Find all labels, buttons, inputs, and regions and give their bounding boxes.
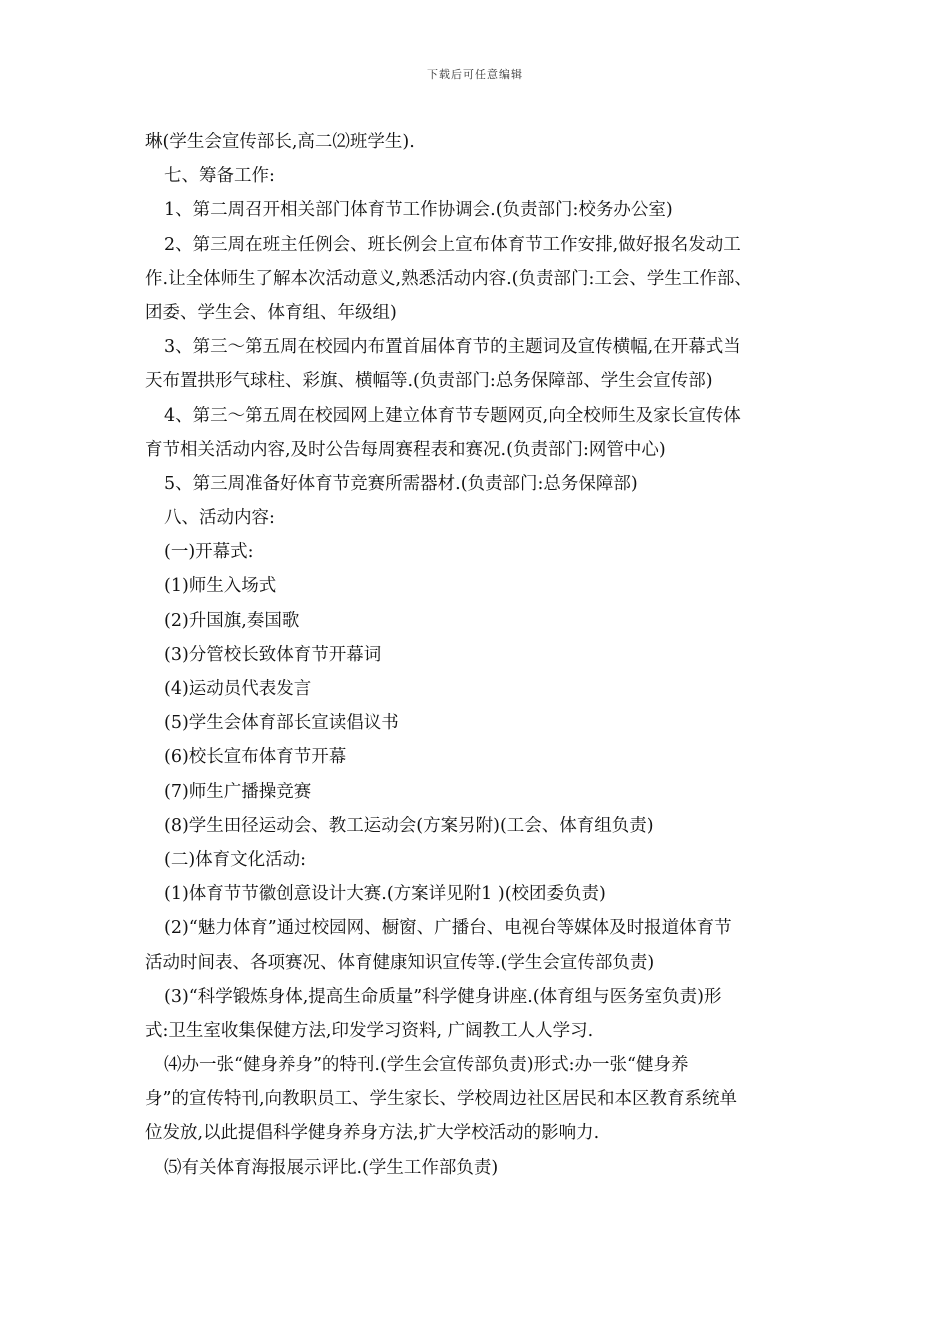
paragraph-line: (7)师生广播操竞赛	[164, 781, 312, 802]
paragraph-line: (2)“魅力体育”通过校园网、橱窗、广播台、电视台等媒体及时报道体育节	[164, 918, 732, 939]
paragraph-line: 团委、学生会、体育组、年级组)	[145, 302, 397, 323]
paragraph-line: (3)分管校长致体育节开幕词	[164, 644, 382, 665]
paragraph-line: ⑸有关体育海报展示评比.(学生工作部负责)	[164, 1157, 499, 1178]
paragraph-line: (5)学生会体育部长宣读倡议书	[164, 713, 399, 734]
paragraph-line: (3)“科学锻炼身体,提高生命质量”科学健身讲座.(体育组与医务室负责)形	[164, 986, 722, 1007]
paragraph-line: ⑷办一张“健身养身”的特刊.(学生会宣传部负责)形式:办一张“健身养	[164, 1055, 689, 1076]
document-body	[145, 125, 810, 1185]
paragraph-line: (二)体育文化活动:	[164, 849, 307, 870]
paragraph-line: 七、筹备工作:	[164, 166, 275, 187]
paragraph-line: 身”的宣传特刊,向教职员工、学生家长、学校周边社区居民和本区教育系统单	[145, 1089, 738, 1110]
paragraph-line: (1)师生入场式	[164, 576, 277, 597]
paragraph-line: 位发放,以此提倡科学健身养身方法,扩大学校活动的影响力.	[145, 1123, 600, 1144]
paragraph-line: 式:卫生室收集保健方法,印发学习资料, 广阔教工人人学习.	[145, 1020, 594, 1041]
paragraph-line: 活动时间表、各项赛况、体育健康知识宣传等.(学生会宣传部负责)	[145, 952, 655, 973]
paragraph-line: 4、第三～第五周在校园网上建立体育节专题网页,向全校师生及家长宣传体	[164, 405, 741, 426]
paragraph-line: 琳(学生会宣传部长,高二⑵班学生).	[145, 132, 415, 152]
paragraph-line: 八、活动内容:	[164, 508, 275, 529]
paragraph-line: (1)体育节节徽创意设计大赛.(方案详见附1 )(校团委负责)	[164, 884, 606, 905]
paragraph-line: (4)运动员代表发言	[164, 679, 312, 699]
paragraph-line: 1、第二周召开相关部门体育节工作协调会.(负责部门:校务办公室)	[164, 200, 673, 221]
paragraph-line: 育节相关活动内容,及时公告每周赛程表和赛况.(负责部门:网管中心)	[145, 439, 666, 460]
paragraph-line: (2)升国旗,奏国歌	[164, 610, 300, 631]
page-header-note: 下载后可任意编辑	[427, 68, 523, 81]
paragraph-line: 5、第三周准备好体育节竞赛所需器材.(负责部门:总务保障部)	[164, 473, 638, 494]
paragraph-line: 天布置拱形气球柱、彩旗、横幅等.(负责部门:总务保障部、学生会宣传部)	[145, 371, 713, 392]
paragraph-line: (一)开幕式:	[164, 542, 254, 563]
paragraph-line: 3、第三～第五周在校园内布置首届体育节的主题词及宣传横幅,在开幕式当	[164, 337, 741, 358]
paragraph-line: 2、第三周在班主任例会、班长例会上宣布体育节工作安排,做好报名发动工	[164, 234, 741, 255]
paragraph-line: 作.让全体师生了解本次活动意义,熟悉活动内容.(负责部门:工会、学生工作部、	[145, 268, 752, 289]
paragraph-line: (8)学生田径运动会、教工运动会(方案另附)(工会、体育组负责)	[164, 815, 654, 836]
paragraph-line: (6)校长宣布体育节开幕	[164, 747, 347, 768]
